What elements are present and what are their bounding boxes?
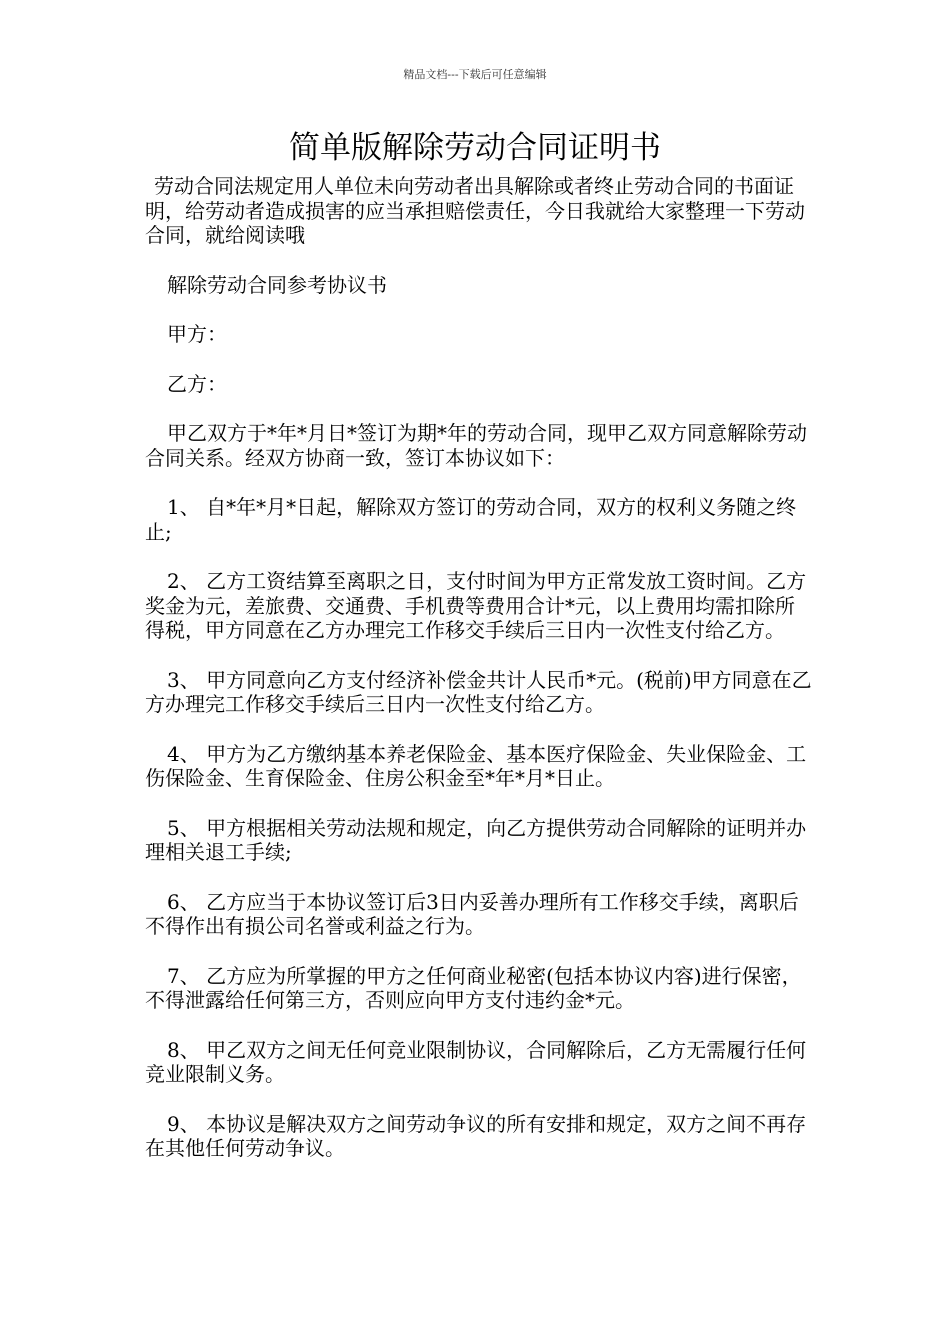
preamble-paragraph: 甲乙双方于*年*月日*签订为期*年的劳动合同，现甲乙双方同意解除劳动合同关系。经双方协商一致，签订本协议如下： xyxy=(145,421,807,470)
intro-paragraph: 劳动合同法规定用人单位未向劳动者出具解除或者终止劳动合同的书面证明，给劳动者造成损害的应当承担赔偿责任，今日我就给大家整理一下劳动合同，就给阅读哦 xyxy=(145,174,805,247)
clause-5: 5、 甲方根据相关劳动法规和规定，向乙方提供劳动合同解除的证明并办理相关退工手续; xyxy=(145,815,807,864)
clause-8: 8、 甲乙双方之间无任何竞业限制协议，合同解除后，乙方无需履行任何竞业限制义务。 xyxy=(145,1037,807,1086)
party-b-line: 乙方： xyxy=(167,371,227,396)
document-body xyxy=(145,174,813,1161)
clause-9: 9、 本协议是解决双方之间劳动争议的所有安排和规定，双方之间不再存在其他任何劳动争议。 xyxy=(145,1111,807,1160)
clause-4: 4、 甲方为乙方缴纳基本养老保险金、基本医疗保险金、失业保险金、工伤保险金、生育保险金、住房公积金至*年*月*日止。 xyxy=(145,741,807,790)
party-a-line: 甲方： xyxy=(167,322,227,346)
clause-2: 2、 乙方工资结算至离职之日，支付时间为甲方正常发放工资时间。乙方奖金为元，差旅费、交通费、手机费等费用合计*元，以上费用均需扣除所得税，甲方同意在乙方办理完工作移交手续后三日内一次性支付给乙方。 xyxy=(145,569,807,642)
document-title: 简单版解除劳动合同证明书 xyxy=(289,130,661,166)
header-note: 精品文档---下载后可任意编辑 xyxy=(403,68,547,81)
clause-1: 1、 自*年*月*日起，解除双方签订的劳动合同，双方的权利义务随之终止; xyxy=(145,495,797,544)
agreement-subtitle: 解除劳动合同参考协议书 xyxy=(167,272,387,297)
clause-3: 3、 甲方同意向乙方支付经济补偿金共计人民币*元。(税前)甲方同意在乙方办理完工作移交手续后三日内一次性支付给乙方。 xyxy=(145,667,812,716)
clause-6: 6、 乙方应当于本协议签订后3日内妥善办理所有工作移交手续，离职后不得作出有损公司名誉或利益之行为。 xyxy=(145,889,799,938)
clause-7: 7、 乙方应为所掌握的甲方之任何商业秘密(包括本协议内容)进行保密，不得泄露给任何第三方，否则应向甲方支付违约金*元。 xyxy=(145,963,802,1012)
